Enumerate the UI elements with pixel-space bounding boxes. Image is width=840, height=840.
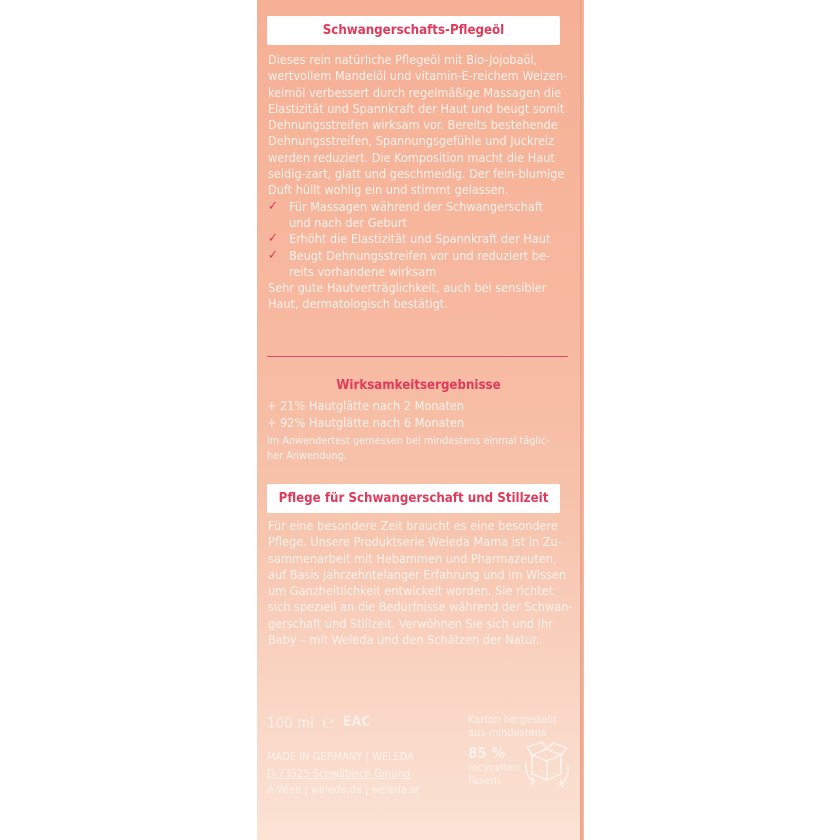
care-line: Für eine besondere Zeit braucht es eine besondere (268, 518, 558, 533)
intro-line: Dehnungsstreifen, Spannungsgefühle und Juckreiz (268, 133, 555, 149)
benefit-list-item (268, 248, 573, 281)
manufacturer-address (267, 749, 420, 799)
benefit-list-item (268, 231, 573, 247)
intro-line: wertvollem Mandelöl und vitamin-E-reichem Weizen- (268, 68, 568, 84)
intro-line: Dieses rein natürliche Pflegeöl mit Bio-Jojobaöl, (268, 52, 538, 67)
recycled-box-icon (523, 738, 571, 790)
care-text (268, 518, 573, 648)
result-item: + 21% Hautglätte nach 2 Monaten (267, 398, 465, 413)
care-line: sich speziell an die Bedürfnisse während der Schwan- (268, 599, 573, 615)
benefit-line: Erhöht die Elastizität und Spannkraft der Haut (289, 231, 551, 247)
address-line: A-Wien | weleda.de | weleda.at (267, 783, 420, 796)
care-line: sammenarbeit mit Hebammen und Pharmazeuten, (268, 550, 557, 566)
benefit-line: Für Massagen während der Schwangerschaft (289, 198, 544, 214)
intro-line: Elastizität und Spannkraft der Haut und beugt somit (268, 100, 565, 116)
care-line: Pflege. Unsere Produktserie Weleda Mama ist in Zu- (268, 534, 562, 550)
care-line: um Ganzheitlichkeit entwickelt worden. Sie richtet (268, 583, 554, 599)
benefit-line: reits vorhandene wirksam (289, 263, 437, 279)
eac-mark-icon: EAC (343, 714, 371, 730)
benefit-list-item (268, 199, 573, 232)
care-line: auf Basis jahrzehntelanger Erfahrung und im Wissen (268, 566, 567, 582)
product-title-label: Schwangerschafts-Pflegeöl (267, 16, 560, 45)
results-note (267, 433, 572, 463)
recycling-text-1: Karton hergestellt (468, 713, 557, 726)
check-icon: ✓ (268, 231, 278, 247)
intro-line: keimöl verbessert durch regelmäßige Massagen die (268, 84, 562, 100)
box-edge (580, 0, 584, 840)
note-line: im Anwendertest gemessen bei mindestens einmal täglic- (267, 434, 550, 447)
results-heading: Wirksamkeitsergebnisse (336, 378, 501, 393)
intro-line: werden reduziert. Die Komposition macht die Haut (268, 149, 555, 165)
address-line: D-73525 Schwäbisch Gmünd (267, 766, 411, 780)
recycling-text-3: recycelten (468, 761, 520, 774)
recycling-text-2: aus mindestens (468, 726, 547, 739)
outro-line: Sehr gute Hautverträglichkeit, auch bei sensibler (268, 280, 547, 296)
package-panel (257, 0, 580, 840)
intro-line: Dehnungsstreifen wirksam vor. Bereits bestehende (268, 117, 558, 133)
address-line: MADE IN GERMANY | WELEDA (267, 750, 414, 763)
benefit-line: Beugt Dehnungsstreifen vor und reduziert be- (289, 247, 551, 263)
recycling-text-4: Fasern (468, 774, 501, 787)
outro-line: Haut, dermatologisch bestätigt. (268, 296, 448, 312)
benefit-line: und nach der Geburt (289, 214, 407, 230)
check-icon: ✓ (268, 247, 278, 263)
volume-label: 100 ml (267, 714, 314, 732)
care-line: Baby – mit Weleda und den Schätzen der Natur. (268, 632, 540, 648)
result-item: + 92% Hautglätte nach 6 Monaten (267, 415, 465, 430)
note-line: her Anwendung. (267, 449, 347, 462)
section-divider (267, 356, 568, 357)
intro-line: seidig-zart, glatt und geschmeidig. Der fein-blumige (268, 166, 565, 182)
intro-text (268, 52, 573, 313)
intro-line: Duft hüllt wohlig ein und stimmt gelassen. (268, 182, 509, 198)
estimated-sign-icon: ℮ (322, 713, 335, 732)
care-title-label: Pflege für Schwangerschaft und Stillzeit (267, 484, 560, 513)
recycling-percent: 85 % (468, 744, 505, 762)
check-icon: ✓ (268, 198, 278, 214)
care-line: gerschaft und Stillzeit. Verwöhnen Sie sich und Ihr (268, 615, 553, 631)
